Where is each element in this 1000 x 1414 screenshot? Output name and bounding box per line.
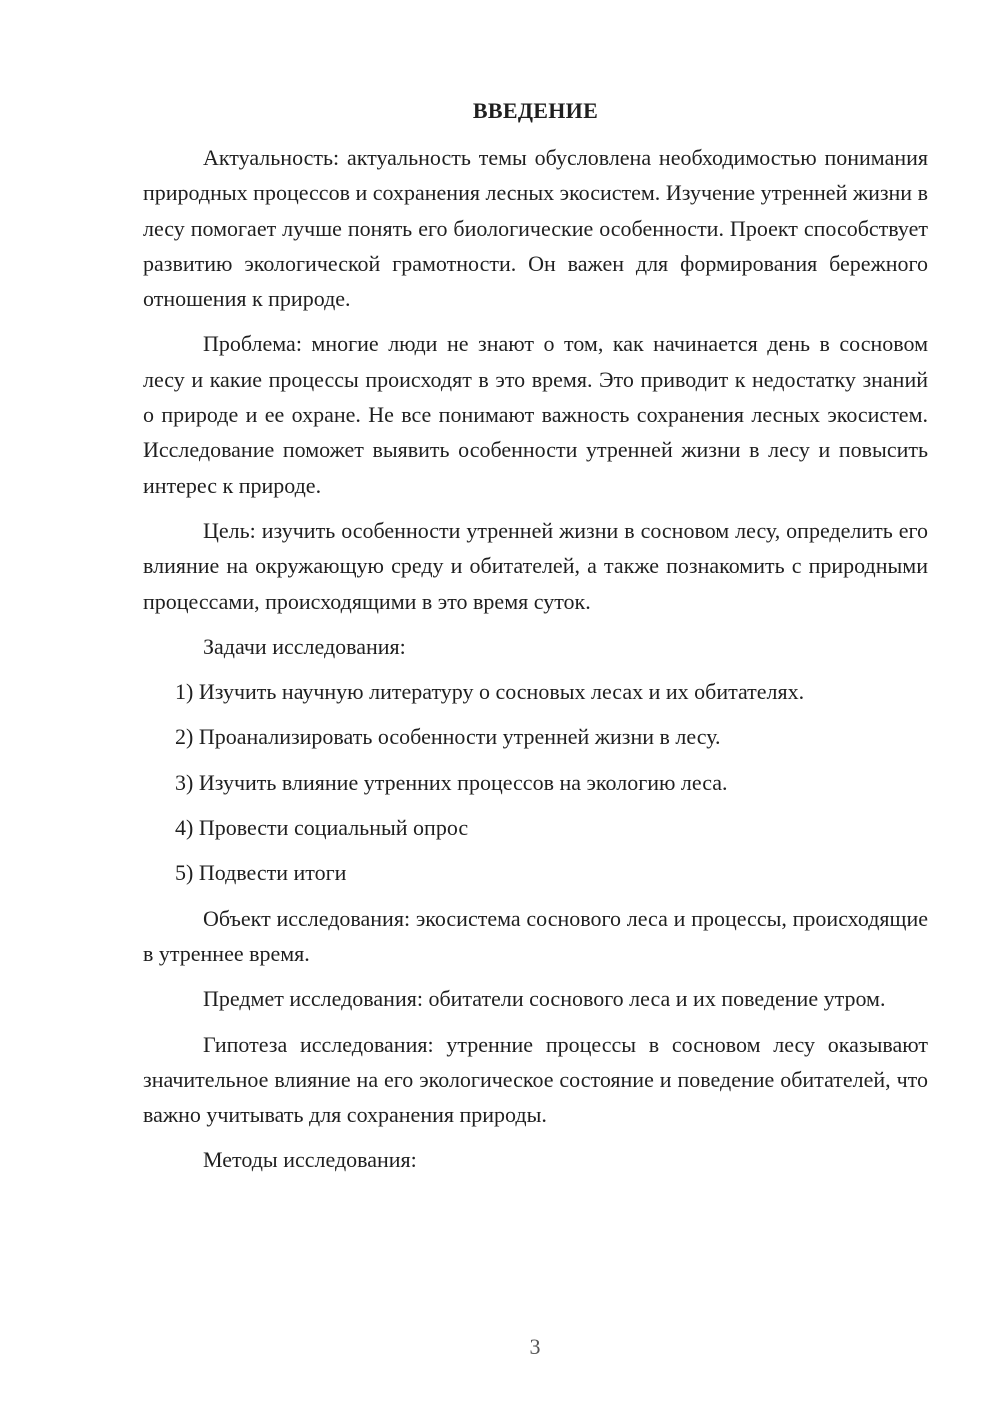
page-number: 3: [529, 1334, 541, 1359]
task-item: 3) Изучить влияние утренних процессов на экологию леса.: [175, 769, 728, 795]
hypothesis-paragraph: Гипотеза исследования: утренние процессы в сосновом лесу оказывают значительное влияние на его экологическое состояние и поведение обитателей, что важно учитывать для сохранения природы.: [143, 1031, 928, 1128]
tasks-list: [143, 674, 928, 890]
methods-heading: Методы исследования:: [203, 1147, 417, 1173]
document-page: [143, 96, 928, 1188]
task-item: 1) Изучить научную литературу о сосновых лесах и их обитателях.: [175, 679, 805, 705]
task-item: 4) Провести социальный опрос: [175, 815, 469, 841]
problem-paragraph: Проблема: многие люди не знают о том, как начинается день в сосновом лесу и какие процессы происходят в это время. Это приводит к недостатку знаний о природе и ее охране. Не все понимают важность сохранения лесных экосистем. Исследование поможет выявить особенности утренней жизни в лесу и повысить интерес к природе.: [143, 331, 928, 498]
relevance-paragraph: Актуальность: актуальность темы обусловлена необходимостью понимания природных процессов и сохранения лесных экосистем. Изучение утренней жизни в лесу помогает лучше понять его биологические особенности. Проект способствует развитию экологической грамотности. Он важен для формирования бережного отношения к природе.: [143, 145, 928, 312]
tasks-heading: Задачи исследования:: [203, 633, 406, 659]
task-item: 2) Проанализировать особенности утренней жизни в лесу.: [175, 724, 721, 750]
object-paragraph: Объект исследования: экосистема соснового леса и процессы, происходящие в утреннее время.: [143, 905, 928, 966]
subject-paragraph: Предмет исследования: обитатели соснового леса и их поведение утром.: [203, 986, 886, 1012]
task-item: 5) Подвести итоги: [175, 860, 347, 886]
page-title: ВВЕДЕНИЕ: [472, 98, 599, 123]
goal-paragraph: Цель: изучить особенности утренней жизни в сосновом лесу, определить его влияние на окружающую среду и обитателей, а также познакомить с природными процессами, происходящими в это время суток.: [143, 517, 928, 614]
